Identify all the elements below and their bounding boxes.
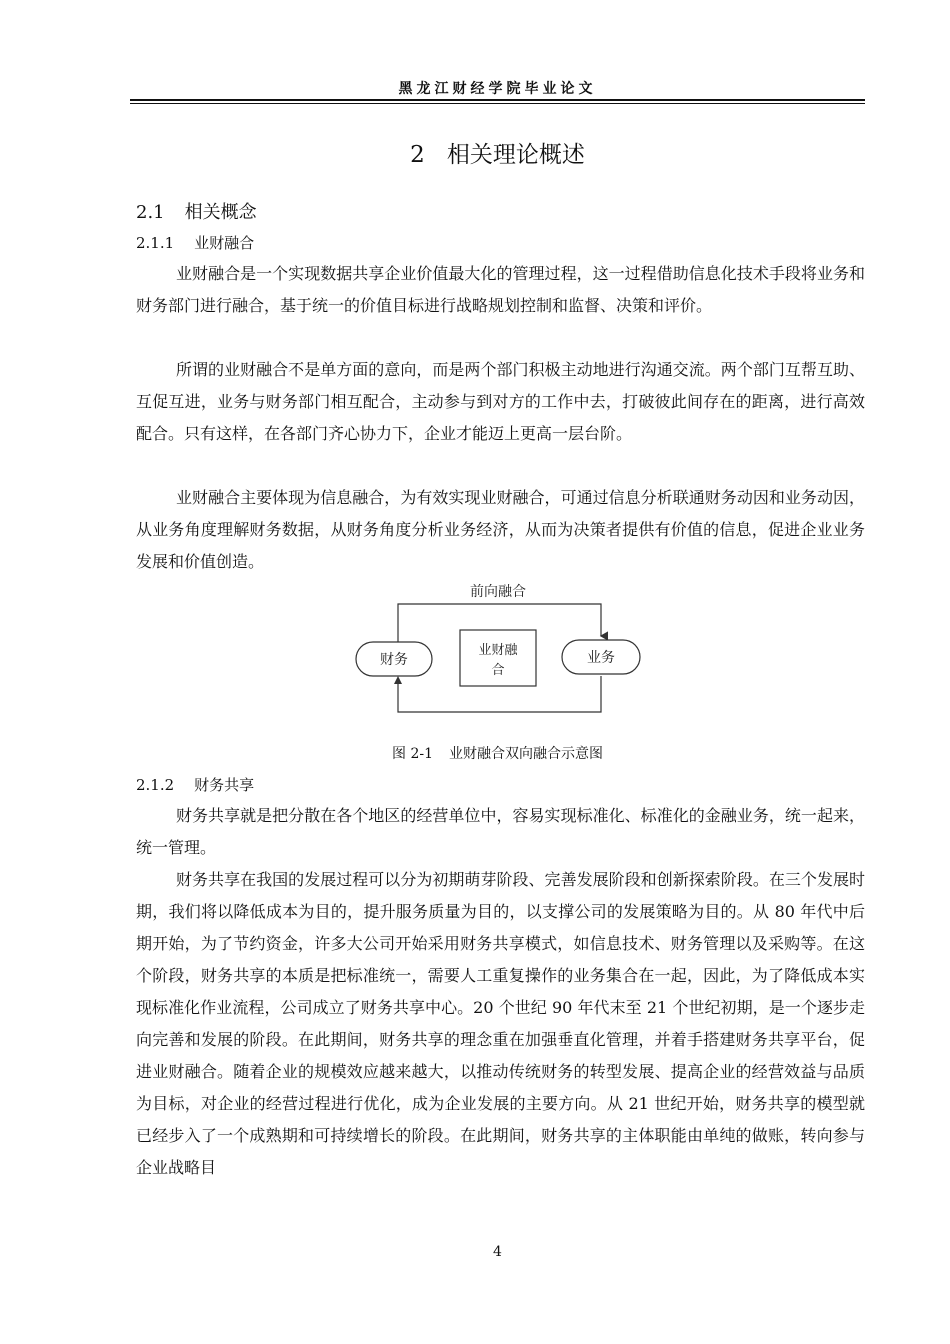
subsection-title: 财务共享 [194, 776, 255, 794]
header-rule-thin [130, 103, 865, 104]
figure-caption [130, 743, 865, 763]
figure-caption-number: 图 2-1 [392, 746, 433, 762]
section-heading-2-1-1 [136, 232, 254, 253]
chapter-number: 2 [410, 142, 425, 168]
header-rule-thick [130, 99, 865, 101]
right-node-label: 业务 [587, 650, 615, 666]
center-node-label-line2: 合 [491, 663, 505, 678]
paragraph: 所谓的业财融合不是单方面的意向，而是两个部门积极主动地进行沟通交流。两个部门互帮互助、互促互进，业务与财务部门相互配合，主动参与到对方的工作中去，打破彼此间存在的距离，进行高效配合。只有这样，在各部门齐心协力下，企业才能迈上更高一层台阶。 [136, 360, 865, 443]
section-title: 相关概念 [184, 202, 257, 223]
subsection-title: 业财融合 [194, 234, 255, 252]
backward-arrow-head [394, 676, 402, 684]
paragraph: 财务共享在我国的发展过程可以分为初期萌芽阶段、完善发展阶段和创新探索阶段。在三个发展时期，我们将以降低成本为目的，提升服务质量为目的，以支撑公司的发展策略为目的。从 80 年代中后期开始，为了节约资金，许多大公司开始采用财务共享模式，如信息技术、财务管理以及采购等。在这个阶段，财务共享的本质是把标准统一，需要人工重复操作的业务集合在一起，因此，为了降低成本实现标准化作业流程，公司成立了财务共享中心。20 个世纪 90 年代末至 21 个世纪初期，是一个逐步走向完善和发展的阶段。在此期间，财务共享的理念重在加强垂直化管理，并着手搭建财务共享平台，促进业财融合。随着企业的规模效应越来越大，以推动传统财务的转型发展、提高企业的经营效益与品质为目标，对企业的经营过程进行优化，成为企业发展的主要方向。从 21 世纪开始，财务共享的模型就已经步入了一个成熟期和可持续增长的阶段。在此期间，财务共享的主体职能由单纯的做账，转向参与企业战略目 [136, 870, 865, 1177]
page-number: 4 [493, 1244, 502, 1260]
paragraph: 财务共享就是把分散在各个地区的经营单位中，容易实现标准化、标准化的金融业务，统一起来，统一管理。 [136, 806, 865, 857]
center-node-label-line1: 业财融 [478, 643, 518, 658]
page-header: 黑龙江财经学院毕业论文 [398, 81, 597, 97]
subsection-number: 2.1.2 [136, 776, 175, 794]
fusion-diagram [350, 578, 646, 720]
subsection-number: 2.1.1 [136, 234, 175, 252]
paragraph: 业财融合是一个实现数据共享企业价值最大化的管理过程，这一过程借助信息化技术手段将业务和财务部门进行融合，基于统一的价值目标进行战略规划控制和监督、决策和评价。 [136, 264, 865, 315]
section-number: 2.1 [136, 202, 165, 223]
paragraph: 业财融合主要体现为信息融合，为有效实现业财融合，可通过信息分析联通财务动因和业务动因，从业务角度理解财务数据，从财务角度分析业务经济，从而为决策者提供有价值的信息，促进企业业务发展和价值创造。 [136, 488, 865, 571]
section-heading-2-1-2 [136, 774, 254, 795]
chapter-title [130, 136, 865, 169]
chapter-title-text: 相关理论概述 [446, 142, 585, 168]
section-heading-2-1 [136, 198, 257, 224]
figure-caption-text: 业财融合双向融合示意图 [449, 746, 603, 762]
left-node-label: 财务 [380, 652, 408, 668]
diagram-top-label: 前向融合 [470, 584, 526, 600]
